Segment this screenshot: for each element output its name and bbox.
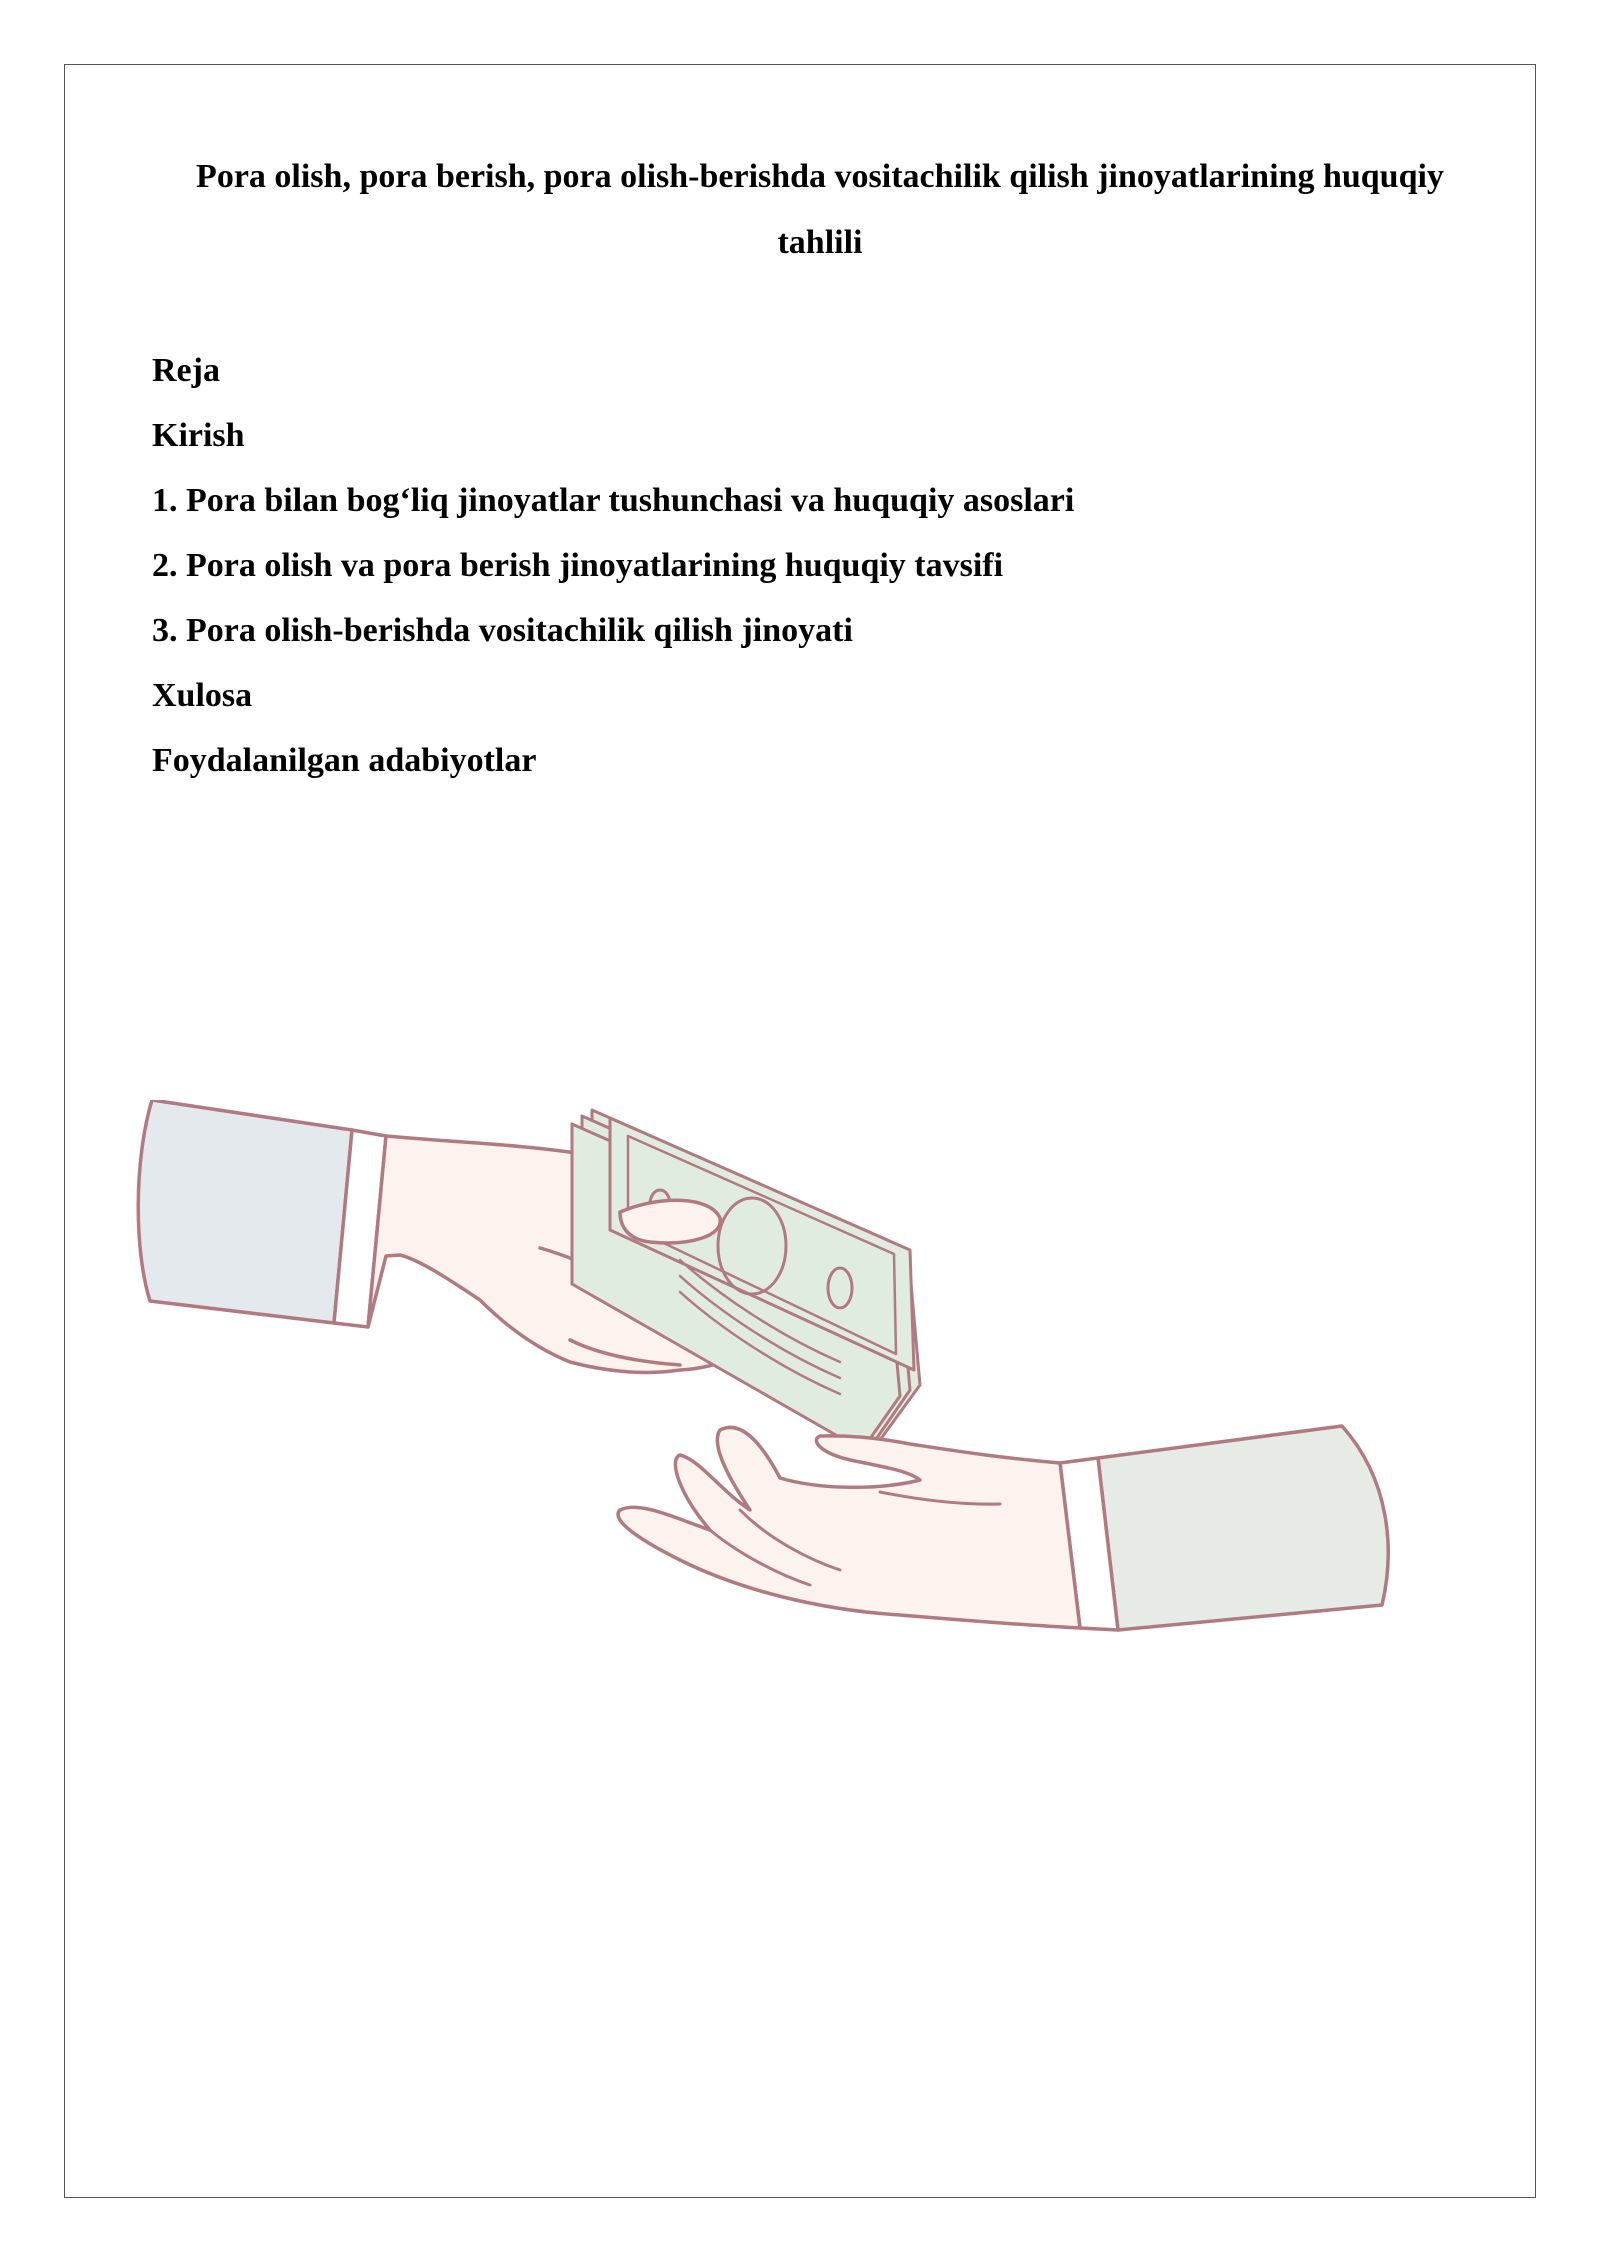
banknote-stack (572, 1110, 920, 1450)
outline-item-section-1: 1. Pora bilan bog‘liq jinoyatlar tushunchasi va huquqiy asoslari (152, 482, 1075, 519)
hands-exchanging-money-illustration (120, 1100, 1420, 1660)
outline-item-references: Foydalanilgan adabiyotlar (152, 742, 537, 779)
receiving-hand (618, 1427, 1080, 1628)
giving-thumb (620, 1200, 720, 1243)
left-sleeve (138, 1100, 352, 1323)
outline-item-section-2: 2. Pora olish va pora berish jinoyatlarining huquqiy tavsifi (152, 547, 1004, 584)
outline-heading-reja: Reja (152, 352, 220, 389)
outline-item-kirish: Kirish (152, 417, 245, 454)
outline-item-section-3: 3. Pora olish-berishda vositachilik qilish jinoyati (152, 612, 853, 649)
table-of-contents (152, 338, 1074, 793)
outline-item-xulosa: Xulosa (152, 677, 253, 714)
document-title: Pora olish, pora berish, pora olish-berishda vositachilik qilish jinoyatlarining huquqiy tahlili (196, 158, 1444, 261)
right-sleeve (1098, 1426, 1388, 1630)
